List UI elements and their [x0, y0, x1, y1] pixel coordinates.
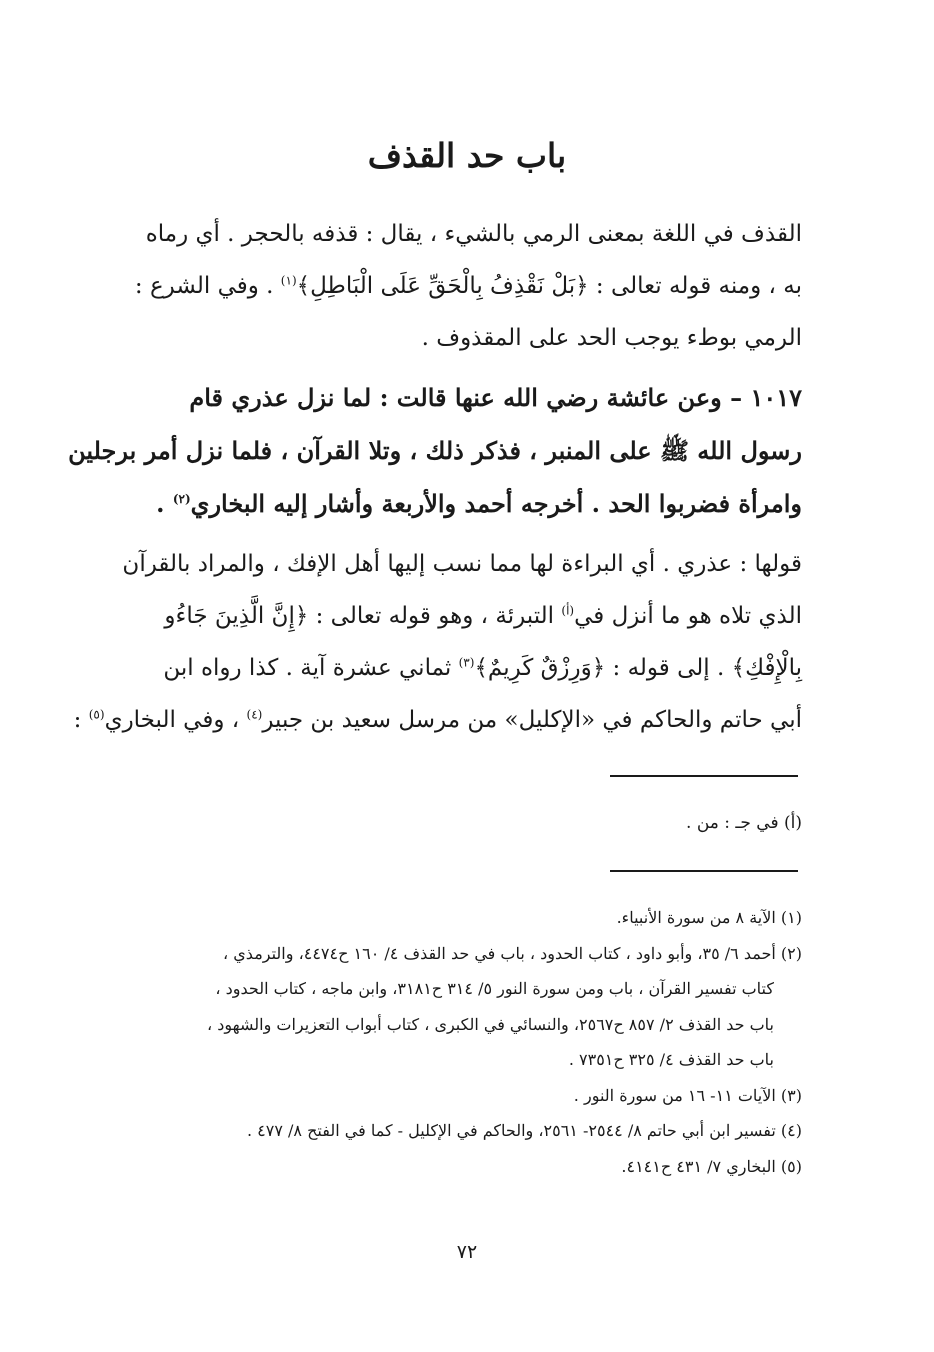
divider-line: [610, 775, 798, 777]
footnote-continuation: كتاب تفسير القرآن ، باب ومن سورة النور ٥/ ٣١٤ ح٣١٨١، وابن ماجه ، كتاب الحدود ،: [215, 979, 774, 998]
hadith-paragraph: [68, 371, 802, 530]
text-line: الذي تلاه هو ما أنزل في$^{(أ)}$ التبرئة ، وهو قوله تعالى : ﴿إِنَّ الَّذِينَ جَاءُو: [164, 603, 802, 629]
footnote-marker: (٢): [172, 492, 191, 506]
text-line: بِالْإِفْكِ﴾ . إلى قوله : ﴿وَرِزْقٌ كَرِيمٌ﴾$^{(٣)}$ ثماني عشرة آية . كذا رواه ابن: [163, 655, 802, 681]
text-line: به ، ومنه قوله تعالى : ﴿بَلْ نَقْذِفُ بِالْحَقِّ عَلَى الْبَاطِلِ﴾$^{(١)}$ . وفي الشرع :: [134, 273, 802, 299]
footnote: (٥) البخاري ٧/ ٤٣١ ح٤١٤١.: [621, 1156, 802, 1176]
footnote: (٢) أحمد ٦/ ٣٥، وأبو داود ، كتاب الحدود ، باب في حد القذف ٤/ ١٦٠ ح٤٤٧٤، والترمذي ،: [223, 943, 802, 963]
footnote: (٣) الآيات ١١- ١٦ من سورة النور .: [573, 1085, 802, 1105]
footnote: (٤) تفسير ابن أبي حاتم ٨/ ٢٥٤٤- ٢٥٦١، والحاكم في الإكليل - كما في الفتح ٨/ ٤٧٧ .: [246, 1121, 802, 1140]
footnote-continuation: باب حد القذف ٢/ ٨٥٧ ح٢٥٦٧، والنسائي في الكبرى ، كتاب أبواب التعزيرات والشهود ،: [206, 1014, 774, 1034]
footnotes-section: [136, 900, 802, 1184]
page-number: ٧٢: [456, 1241, 478, 1263]
footnote-marker: (١): [280, 273, 297, 288]
chapter-title: باب حد القذف: [367, 136, 567, 175]
footnote-marker: (٤): [246, 707, 263, 722]
footnote-marker: (٥): [88, 707, 105, 722]
commentary-paragraph: [73, 538, 802, 746]
text-line: ١٠١٧ – وعن عائشة رضي الله عنها قالت : لما نزل عذري قام: [189, 383, 802, 412]
text-line: قولها : عذري . أي البراءة لها مما نسب إليها أهل الإفك ، والمراد بالقرآن: [122, 551, 802, 577]
footnote-marker: (٣): [458, 655, 475, 670]
definition-paragraph: [136, 208, 802, 364]
text-line: القذف في اللغة بمعنى الرمي بالشيء ، يقال : قذفه بالحجر . أي رماه: [145, 221, 802, 247]
text-line: وامرأة فضربوا الحد . أخرجه أحمد والأربعة وأشار إليه البخاري$^{(٢)}$ .: [156, 489, 802, 518]
text-line: أبي حاتم والحاكم في «الإكليل» من مرسل سعيد بن جبير$^{(٤)}$ ، وفي البخاري$^{(٥)}$ :: [73, 707, 802, 733]
variant-marker: (أ): [561, 603, 575, 618]
footnote-continuation: باب حد القذف ٤/ ٣٢٥ ح٧٣٥١ .: [568, 1050, 774, 1069]
variant-note: (أ) في جـ : من .: [686, 813, 802, 833]
divider-line: [610, 870, 798, 872]
footnote: (١) الآية ٨ من سورة الأنبياء.: [616, 908, 802, 927]
text-line: الرمي بوطء يوجب الحد على المقذوف .: [421, 325, 802, 351]
text-line: رسول الله ﷺ على المنبر ، فذكر ذلك ، وتلا القرآن ، فلما نزل أمر برجلين: [68, 436, 802, 465]
